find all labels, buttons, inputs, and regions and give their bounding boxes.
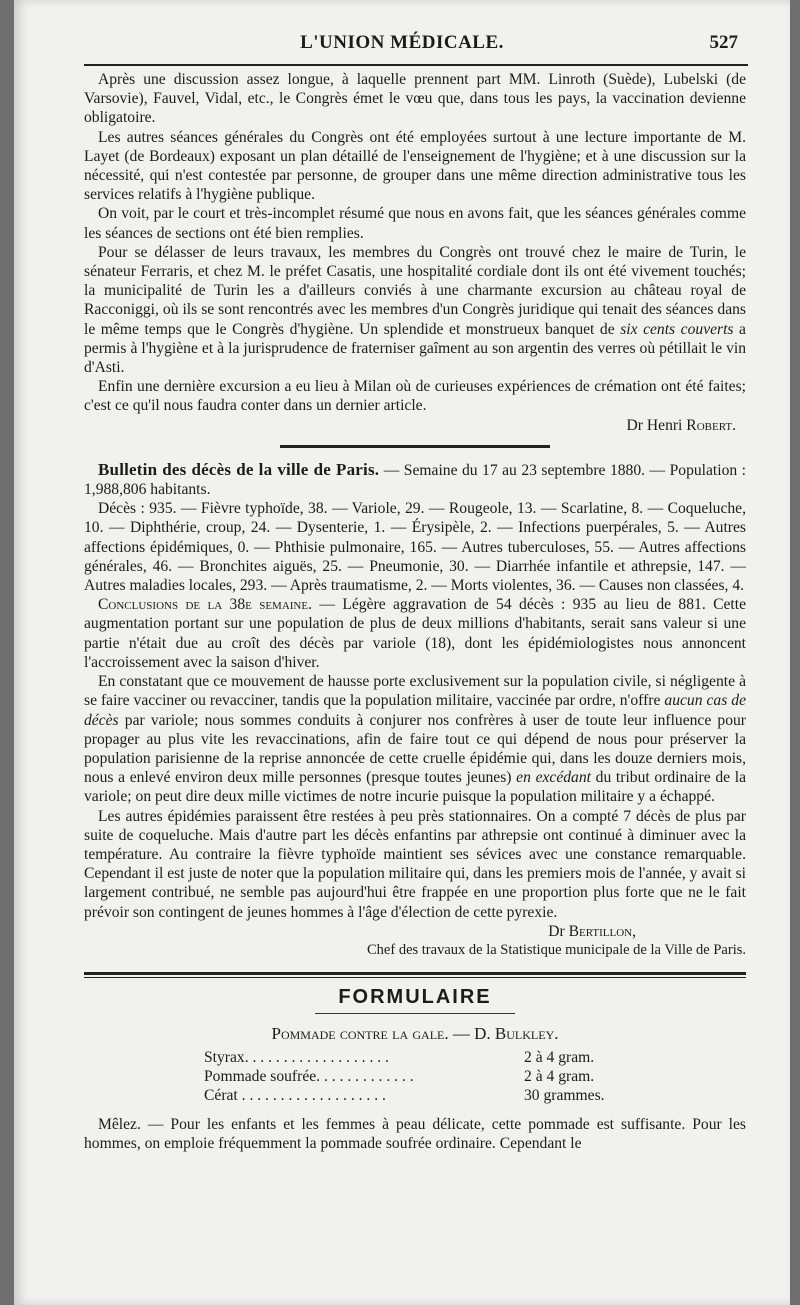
paragraph: Les autres séances générales du Congrès ont été employées surtout à une lecture importante de M. Layet (de Bordeaux) exposant un plan détaillé de l'enseignement de l'hygiène; et à une discussion sur la nécessité, qui n'est contestée par personne, de grouper dans une même direction administrative tous les services relatifs à l'hygiène publique. [84, 128, 746, 204]
heading-rule [315, 1013, 515, 1014]
paragraph: Conclusions de la 38e semaine. — Légère aggravation de 54 décès : 935 au lieu de 881. Cette augmentation portant sur une population de plus de deux millions d'habitants, serait sans valeur si une partie n'était due au croît des décès par variole (18), dont les épidémiologistes nous annoncent l'accroissement avec la saison d'hiver. [84, 596, 746, 671]
paragraph: Enfin une dernière excursion a eu lieu à Milan où de curieuses expériences de crémation ont été faites; c'est ce qu'il nous faudra conter dans un dernier article. [84, 378, 746, 415]
paragraph: En constatant que ce mouvement de hausse porte exclusivement sur la population civile, si négligente à se faire vacciner ou revacciner, tandis que la population militaire, vaccinée par ordre, n'offre aucun cas de décès par variole; nous sommes conduits à conjurer nos confrères à user de toute leur influence pour propager au plus vite les revaccinations, afin de faire tout ce qui dépend de nous pour préserver la population parisienne de la reprise annoncée de cette cruelle épidémie qui, dans les douze derniers mois, nous a enlevé environ deux mille personnes (presque toutes jeunes) en excédant du tribut ordinaire de la variole; on peut dire deux mille victimes de notre incurie puisque la population militaire y a échappé. [84, 673, 747, 806]
signature-robert: Dr Henri Robert. [626, 416, 736, 434]
page-content [84, 70, 746, 1154]
paragraph: Les autres épidémies paraissent être restées à peu près stationnaires. On a compté 7 décès de plus par suite de coqueluche. Mais d'autre part les décès enfantins par athrepsie ont continué à diminuer avec la température. Au contraire la fièvre typhoïde maintient ses sévices avec une constance remarquable. Cependant il est juste de noter que la population militaire qui, dans les premiers mois de l'année, y avait si largement contribué, ne semble pas aujourd'hui être frappée en une proportion plus forte que ne le fait prévoir son contingent de jeunes hommes à l'âge d'élection de cette pyrexie. [84, 807, 746, 921]
formulaire-heading: FORMULAIRE [338, 986, 492, 1009]
paragraph: Après une discussion assez longue, à laquelle prennent part MM. Linroth (Suède), Lubelski (de Varsovie), Fauvel, Vidal, etc., le Congrès émet le vœu que, dans tous les pays, la vaccination devienne obligatoire. [84, 71, 746, 127]
journal-title: L'UNION MÉDICALE. [300, 32, 504, 53]
ingredient-row: Pommade soufrée. . . . . . . . . . . . . 2 à 4 gram. [204, 1067, 595, 1085]
page-number: 527 [709, 32, 738, 53]
ingredient-row: Cérat . . . . . . . . . . . . . . . . . . . 30 grammes. [204, 1086, 605, 1104]
document-page [14, 0, 790, 1305]
paragraph: Décès : 935. — Fièvre typhoïde, 38. — Variole, 29. — Rougeole, 13. — Scarlatine, 8. — Coqueluche, 10. — Diphthérie, croup, 24. — Dysenterie, 1. — Érysipèle, 2. — Infections puerpérales, 5. — Autres affections épidémiques, 0. — Phthisie pulmonaire, 165. — Autres tuberculoses, 55. — Autres affections générales, 46. — Bronchites aiguës, 25. — Pneumonie, 30. — Diarrhée infantile et athrepsie, 147. — Autres maladies locales, 293. — Après traumatisme, 2. — Morts violentes, 36. — Causes non classées, 4. [84, 500, 746, 595]
bulletin-title: Bulletin des décès de la ville de Paris. [98, 459, 380, 479]
header-rule [84, 64, 748, 66]
ingredient-row: Styrax. . . . . . . . . . . . . . . . . . . 2 à 4 gram. [204, 1048, 595, 1066]
running-header [14, 30, 790, 60]
paragraph: On voit, par le court et très-incomplet résumé que nous en avons fait, que les séances générales comme les séances de sections ont été bien remplies. [84, 205, 746, 242]
section-double-rule [84, 972, 746, 978]
bulletin-heading: Bulletin des décès de la ville de Paris. — Semaine du 17 au 23 septembre 1880. — Population : 1,988,806 habitants. [84, 459, 746, 499]
section-divider [280, 445, 550, 448]
paragraph: Mêlez. — Pour les enfants et les femmes à peau délicate, cette pommade est suffisante. Pour les hommes, on emploie fréquemment la pommade soufrée ordinaire. Cependant le [84, 1116, 746, 1153]
signature-bertillon: Dr Bertillon, [548, 922, 636, 940]
signature-role: Chef des travaux de la Statistique municipale de la Ville de Paris. [367, 941, 746, 958]
paragraph: Pour se délasser de leurs travaux, les membres du Congrès ont trouvé chez le maire de Turin, le sénateur Ferraris, et chez M. le préfet Casatis, une hospitalité cordiale dont ils ont été vivement touchés; la municipalité de Turin les a d'ailleurs conviés à une charmante excursion au château royal de Racconiggi, où ils se sont rencontrés avec les membres d'un Congrès juridique qui tenait des séances dans le même temps que le Congrès d'hygiène. Un splendide et monstrueux banquet de six cents couverts a permis à l'hygiène et à la jurisprudence de fraterniser gaîment au son argentin des verres où pétillait le vin d'Asti. [84, 243, 746, 377]
recipe-title: Pommade contre la gale. — D. Bulkley. [271, 1024, 559, 1044]
recipe-ingredients [84, 1048, 746, 1106]
